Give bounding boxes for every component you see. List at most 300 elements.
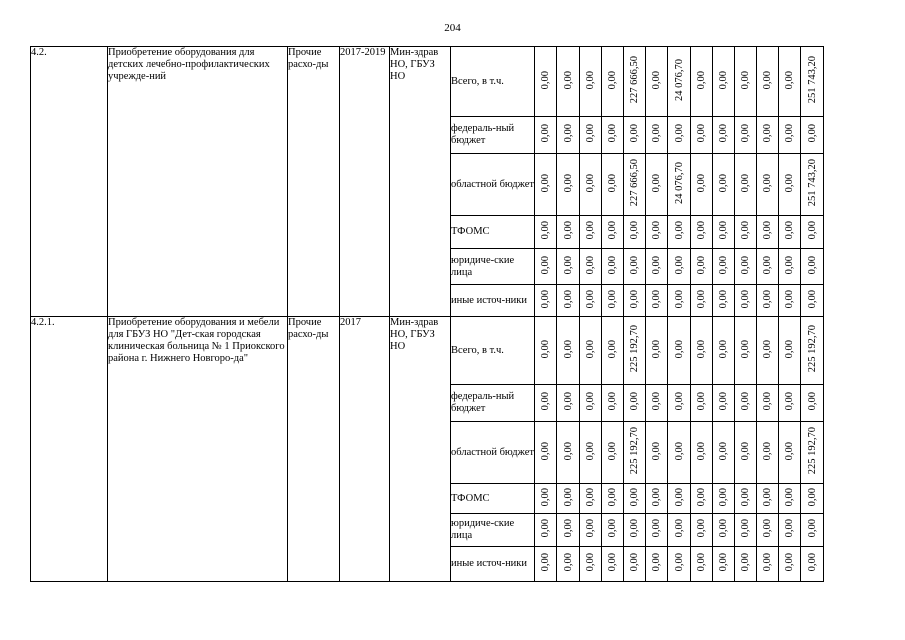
amount-cell [646, 514, 668, 547]
amount-value: 0,00 [540, 124, 551, 143]
amount-cell [691, 484, 713, 514]
amount-cell [557, 285, 580, 317]
amount-cell [557, 547, 580, 582]
amount-cell [646, 547, 668, 582]
amount-cell [646, 154, 668, 216]
amount-cell [580, 249, 602, 285]
amount-cell [668, 317, 691, 385]
amount-value: 0,00 [673, 487, 685, 507]
amount-cell [691, 47, 713, 117]
amount-cell [557, 422, 580, 484]
amount-cell [779, 547, 801, 582]
amount-cell [801, 249, 824, 285]
amount-value: 0,00 [562, 255, 574, 275]
amount-cell [713, 317, 735, 385]
amount-cell [779, 154, 801, 216]
amount-cell [624, 514, 646, 547]
amount-value: 0,00 [806, 553, 818, 572]
amount-value: 0,00 [585, 339, 596, 359]
amount-cell [646, 117, 668, 154]
amount-value: 0,00 [651, 339, 662, 359]
amount-cell [580, 285, 602, 317]
amount-cell [535, 117, 557, 154]
amount-cell [624, 484, 646, 514]
amount-cell [757, 117, 779, 154]
amount-cell [801, 154, 824, 216]
amount-cell [557, 484, 580, 514]
amount-value: 0,00 [540, 553, 551, 572]
amount-value: 0,00 [540, 441, 551, 461]
amount-cell [580, 216, 602, 249]
amount-cell [713, 117, 735, 154]
amount-cell [580, 422, 602, 484]
amount-value: 0,00 [740, 173, 751, 193]
amount-value: 0,00 [784, 487, 795, 507]
amount-value: 0,00 [696, 392, 707, 411]
amount-value: 0,00 [784, 519, 795, 538]
amount-value: 0,00 [806, 487, 818, 507]
amount-cell [713, 547, 735, 582]
amount-cell [801, 385, 824, 422]
amount-cell [757, 285, 779, 317]
amount-value: 0,00 [585, 124, 596, 143]
amount-value: 0,00 [607, 519, 618, 538]
amount-cell [757, 514, 779, 547]
amount-cell [735, 117, 757, 154]
amount-cell [757, 484, 779, 514]
amount-cell [757, 317, 779, 385]
funding-source: федераль-ный бюджет [451, 385, 535, 422]
amount-value: 0,00 [762, 221, 773, 240]
amount-cell [801, 547, 824, 582]
amount-cell [691, 216, 713, 249]
amount-cell [602, 514, 624, 547]
funding-source: юридиче-ские лица [451, 249, 535, 285]
amount-value: 0,00 [585, 289, 596, 309]
amount-value: 0,00 [696, 487, 707, 507]
amount-value: 0,00 [607, 255, 618, 275]
amount-cell [779, 47, 801, 117]
amount-cell [646, 47, 668, 117]
amount-cell [779, 216, 801, 249]
amount-value: 0,00 [696, 124, 707, 143]
funding-source: областной бюджет [451, 154, 535, 216]
amount-value: 0,00 [651, 553, 662, 572]
amount-value: 0,00 [562, 221, 574, 240]
amount-cell [557, 216, 580, 249]
amount-cell [691, 547, 713, 582]
amount-value: 0,00 [673, 289, 685, 309]
amount-cell [646, 285, 668, 317]
amount-cell [602, 117, 624, 154]
amount-cell [735, 216, 757, 249]
amount-cell [779, 385, 801, 422]
funding-source: юридиче-ские лица [451, 514, 535, 547]
amount-value: 0,00 [651, 173, 662, 193]
amount-cell [535, 547, 557, 582]
funding-source: федераль-ный бюджет [451, 117, 535, 154]
amount-value: 0,00 [762, 553, 773, 572]
amount-value: 0,00 [718, 221, 729, 240]
amount-value: 0,00 [562, 173, 574, 193]
amount-cell [713, 484, 735, 514]
amount-value: 0,00 [696, 221, 707, 240]
amount-cell [757, 422, 779, 484]
amount-value: 251 743,20 [806, 159, 818, 207]
amount-cell [624, 47, 646, 117]
amount-value: 0,00 [562, 339, 574, 359]
amount-cell [602, 385, 624, 422]
amount-value: 0,00 [718, 289, 729, 309]
expense-type: Прочие расхо-ды [288, 317, 340, 582]
amount-value: 0,00 [607, 553, 618, 572]
page-number: 204 [444, 22, 461, 34]
amount-value: 0,00 [562, 70, 574, 90]
amount-value: 0,00 [540, 392, 551, 411]
amount-value: 0,00 [540, 519, 551, 538]
amount-cell [624, 285, 646, 317]
amount-cell [624, 385, 646, 422]
amount-value: 0,00 [562, 441, 574, 461]
amount-value: 0,00 [784, 70, 795, 90]
amount-value: 0,00 [651, 124, 662, 143]
amount-cell [668, 216, 691, 249]
amount-value: 0,00 [651, 70, 662, 90]
amount-cell [691, 249, 713, 285]
amount-cell [779, 249, 801, 285]
executor: Мин-здрав НО, ГБУЗ НО [390, 317, 451, 582]
amount-cell [757, 216, 779, 249]
amount-value: 0,00 [607, 487, 618, 507]
amount-value: 0,00 [607, 173, 618, 193]
amount-value: 0,00 [673, 441, 685, 461]
amount-value: 0,00 [629, 487, 640, 507]
amount-cell [801, 514, 824, 547]
period: 2017-2019 [340, 47, 390, 317]
amount-value: 0,00 [718, 519, 729, 538]
amount-value: 0,00 [718, 392, 729, 411]
amount-value: 227 666,50 [629, 56, 640, 104]
amount-value: 0,00 [762, 339, 773, 359]
funding-table [30, 46, 824, 582]
amount-value: 0,00 [762, 519, 773, 538]
amount-value: 0,00 [562, 392, 574, 411]
amount-value: 225 192,70 [629, 427, 640, 475]
amount-cell [602, 47, 624, 117]
amount-value: 0,00 [673, 124, 685, 143]
amount-cell [580, 514, 602, 547]
amount-value: 0,00 [629, 124, 640, 143]
amount-value: 0,00 [696, 553, 707, 572]
amount-value: 0,00 [740, 124, 751, 143]
amount-value: 0,00 [806, 392, 818, 411]
amount-cell [580, 117, 602, 154]
amount-value: 0,00 [762, 441, 773, 461]
amount-cell [779, 514, 801, 547]
amount-cell [801, 317, 824, 385]
amount-value: 0,00 [784, 289, 795, 309]
amount-value: 0,00 [607, 124, 618, 143]
amount-cell [602, 285, 624, 317]
amount-value: 0,00 [562, 124, 574, 143]
amount-value: 0,00 [540, 339, 551, 359]
amount-cell [668, 547, 691, 582]
amount-cell [535, 422, 557, 484]
amount-cell [668, 385, 691, 422]
amount-value: 0,00 [607, 70, 618, 90]
amount-value: 0,00 [696, 441, 707, 461]
amount-cell [735, 285, 757, 317]
amount-value: 0,00 [806, 255, 818, 275]
funding-source: ТФОМС [451, 484, 535, 514]
amount-cell [668, 484, 691, 514]
amount-value: 0,00 [540, 255, 551, 275]
amount-value: 0,00 [585, 441, 596, 461]
amount-cell [713, 154, 735, 216]
amount-value: 0,00 [762, 173, 773, 193]
amount-value: 0,00 [629, 289, 640, 309]
amount-cell [735, 385, 757, 422]
amount-cell [757, 249, 779, 285]
amount-value: 0,00 [784, 553, 795, 572]
amount-value: 0,00 [562, 553, 574, 572]
amount-cell [557, 154, 580, 216]
amount-cell [557, 317, 580, 385]
item-name: Приобретение оборудования для детских лечебно-профилактических учрежде-ний [108, 47, 288, 317]
amount-value: 0,00 [784, 441, 795, 461]
amount-cell [535, 154, 557, 216]
amount-value: 0,00 [585, 173, 596, 193]
amount-value: 0,00 [585, 392, 596, 411]
amount-value: 0,00 [607, 339, 618, 359]
amount-cell [668, 285, 691, 317]
amount-cell [624, 422, 646, 484]
amount-value: 0,00 [762, 255, 773, 275]
amount-cell [602, 317, 624, 385]
amount-value: 0,00 [718, 441, 729, 461]
amount-value: 0,00 [540, 289, 551, 309]
table-row [31, 317, 824, 385]
amount-cell [735, 484, 757, 514]
amount-value: 0,00 [651, 221, 662, 240]
amount-value: 0,00 [762, 487, 773, 507]
amount-cell [535, 285, 557, 317]
amount-cell [757, 47, 779, 117]
amount-cell [801, 216, 824, 249]
amount-cell [646, 317, 668, 385]
amount-value: 0,00 [651, 487, 662, 507]
amount-cell [535, 47, 557, 117]
amount-value: 0,00 [607, 392, 618, 411]
amount-cell [624, 547, 646, 582]
funding-source: Всего, в т.ч. [451, 47, 535, 117]
amount-cell [668, 117, 691, 154]
amount-value: 0,00 [540, 221, 551, 240]
amount-value: 0,00 [651, 519, 662, 538]
amount-cell [691, 117, 713, 154]
amount-cell [646, 249, 668, 285]
amount-value: 0,00 [740, 339, 751, 359]
amount-value: 0,00 [585, 70, 596, 90]
amount-value: 0,00 [629, 255, 640, 275]
amount-value: 0,00 [585, 519, 596, 538]
amount-value: 0,00 [762, 70, 773, 90]
amount-cell [779, 317, 801, 385]
amount-value: 251 743,20 [806, 56, 818, 104]
amount-value: 0,00 [740, 70, 751, 90]
amount-value: 0,00 [585, 487, 596, 507]
amount-value: 0,00 [629, 221, 640, 240]
amount-cell [735, 547, 757, 582]
amount-value: 0,00 [696, 70, 707, 90]
amount-value: 225 192,70 [806, 325, 818, 373]
amount-cell [713, 285, 735, 317]
funding-source: ТФОМС [451, 216, 535, 249]
amount-cell [535, 216, 557, 249]
amount-value: 0,00 [607, 289, 618, 309]
amount-cell [801, 47, 824, 117]
amount-cell [691, 514, 713, 547]
amount-value: 0,00 [585, 553, 596, 572]
amount-cell [801, 117, 824, 154]
amount-value: 0,00 [696, 289, 707, 309]
amount-value: 0,00 [651, 289, 662, 309]
amount-value: 0,00 [762, 392, 773, 411]
table-row [31, 47, 824, 117]
amount-cell [668, 249, 691, 285]
amount-cell [713, 514, 735, 547]
amount-value: 0,00 [740, 392, 751, 411]
funding-source: иные источ-ники [451, 285, 535, 317]
amount-cell [735, 514, 757, 547]
item-name: Приобретение оборудования и мебели для ГБУЗ НО "Дет-ская городская клиническая больница № 1 Приокского района г. Нижнего Новгоро-да" [108, 317, 288, 582]
amount-cell [557, 514, 580, 547]
amount-cell [535, 484, 557, 514]
amount-cell [691, 422, 713, 484]
amount-cell [713, 249, 735, 285]
amount-cell [646, 216, 668, 249]
amount-value: 227 666,50 [629, 159, 640, 207]
amount-cell [602, 154, 624, 216]
amount-cell [580, 484, 602, 514]
amount-cell [735, 154, 757, 216]
amount-value: 0,00 [806, 124, 818, 143]
amount-value: 0,00 [629, 519, 640, 538]
amount-value: 0,00 [784, 339, 795, 359]
amount-value: 0,00 [740, 255, 751, 275]
amount-cell [779, 117, 801, 154]
amount-cell [557, 249, 580, 285]
amount-cell [779, 422, 801, 484]
amount-value: 0,00 [607, 221, 618, 240]
amount-value: 0,00 [651, 255, 662, 275]
amount-value: 0,00 [562, 519, 574, 538]
amount-value: 0,00 [784, 124, 795, 143]
amount-value: 0,00 [673, 519, 685, 538]
amount-value: 0,00 [762, 289, 773, 309]
amount-cell [624, 154, 646, 216]
amount-cell [580, 47, 602, 117]
amount-cell [691, 385, 713, 422]
amount-cell [557, 117, 580, 154]
amount-cell [646, 385, 668, 422]
amount-value: 0,00 [562, 487, 574, 507]
amount-value: 225 192,70 [806, 427, 818, 475]
amount-value: 24 076,70 [673, 162, 685, 204]
amount-value: 0,00 [740, 441, 751, 461]
amount-value: 0,00 [718, 173, 729, 193]
amount-cell [580, 547, 602, 582]
amount-cell [602, 216, 624, 249]
amount-value: 0,00 [585, 255, 596, 275]
amount-cell [713, 385, 735, 422]
amount-cell [668, 154, 691, 216]
funding-source: Всего, в т.ч. [451, 317, 535, 385]
funding-source: областной бюджет [451, 422, 535, 484]
amount-value: 0,00 [696, 255, 707, 275]
amount-cell [779, 285, 801, 317]
amount-value: 0,00 [673, 255, 685, 275]
amount-value: 0,00 [607, 441, 618, 461]
amount-cell [535, 249, 557, 285]
amount-cell [713, 422, 735, 484]
amount-cell [535, 514, 557, 547]
funding-source: иные источ-ники [451, 547, 535, 582]
amount-cell [779, 484, 801, 514]
amount-value: 0,00 [784, 173, 795, 193]
amount-cell [757, 385, 779, 422]
amount-cell [580, 317, 602, 385]
amount-cell [646, 484, 668, 514]
amount-value: 0,00 [540, 173, 551, 193]
amount-cell [691, 154, 713, 216]
amount-value: 0,00 [740, 519, 751, 538]
amount-value: 0,00 [673, 339, 685, 359]
amount-cell [624, 216, 646, 249]
amount-value: 0,00 [629, 392, 640, 411]
amount-cell [535, 317, 557, 385]
amount-cell [735, 422, 757, 484]
amount-cell [624, 117, 646, 154]
amount-cell [602, 547, 624, 582]
amount-value: 0,00 [806, 289, 818, 309]
amount-cell [557, 47, 580, 117]
amount-cell [602, 249, 624, 285]
amount-value: 0,00 [585, 221, 596, 240]
amount-value: 0,00 [740, 553, 751, 572]
amount-value: 225 192,70 [629, 325, 640, 373]
amount-value: 0,00 [718, 553, 729, 572]
amount-value: 0,00 [740, 487, 751, 507]
amount-cell [580, 154, 602, 216]
amount-cell [646, 422, 668, 484]
amount-value: 0,00 [718, 255, 729, 275]
executor: Мин-здрав НО, ГБУЗ НО [390, 47, 451, 317]
amount-value: 0,00 [673, 553, 685, 572]
amount-cell [713, 216, 735, 249]
item-number: 4.2. [31, 47, 108, 317]
amount-cell [757, 547, 779, 582]
amount-value: 0,00 [718, 124, 729, 143]
amount-cell [801, 484, 824, 514]
amount-value: 0,00 [651, 392, 662, 411]
expense-type: Прочие расхо-ды [288, 47, 340, 317]
amount-value: 0,00 [673, 221, 685, 240]
amount-cell [668, 422, 691, 484]
amount-value: 0,00 [673, 392, 685, 411]
amount-cell [557, 385, 580, 422]
amount-cell [735, 249, 757, 285]
